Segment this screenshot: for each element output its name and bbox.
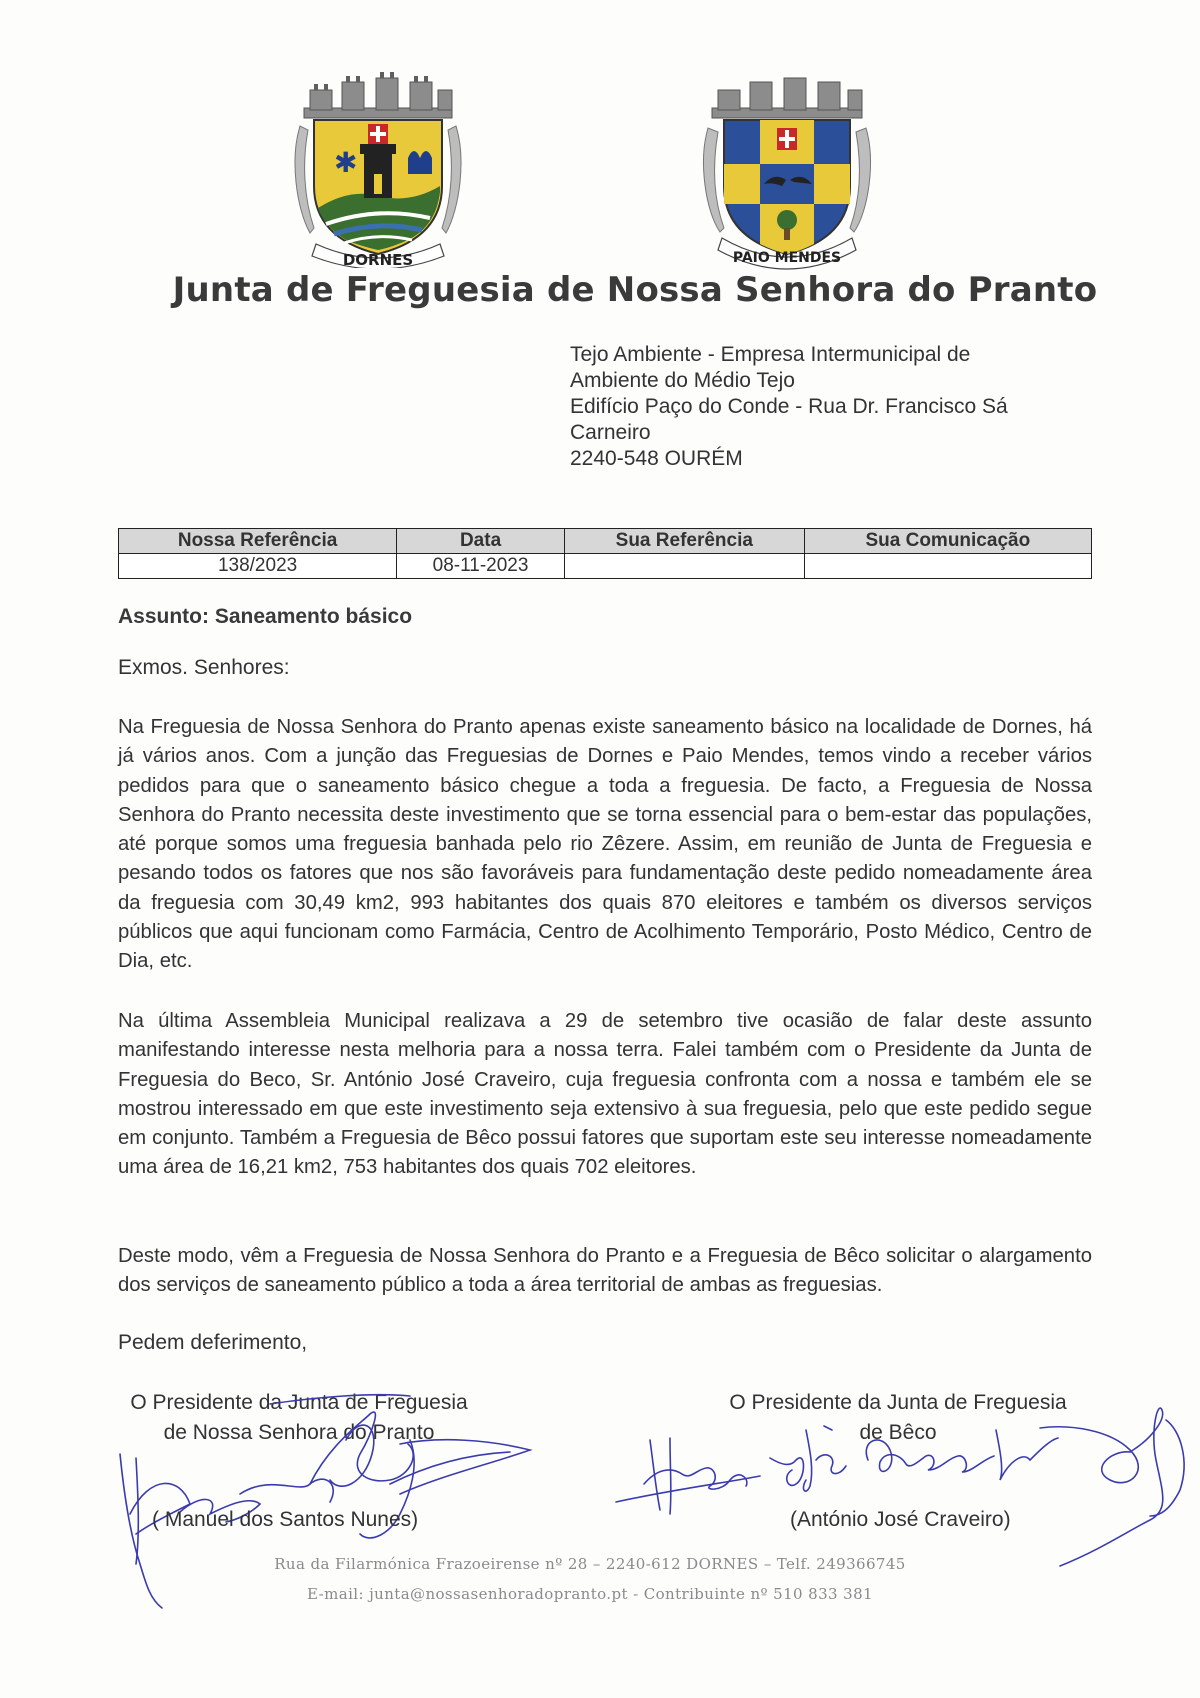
right-signatory-line2: de Bêco: [859, 1421, 937, 1444]
paio-mendes-coat-of-arms-icon: [698, 72, 876, 272]
left-handwritten-signature: [110, 1384, 580, 1610]
subject-line: Assunto: Saneamento básico: [118, 605, 413, 628]
right-signatory-line1: O Presidente da Junta de Freguesia: [729, 1391, 1067, 1414]
greeting: Exmos. Senhores:: [118, 656, 290, 679]
left-signatory-line1: O Presidente da Junta de Freguesia: [130, 1391, 468, 1414]
reference-value-row: [119, 554, 1092, 579]
footer-address: Rua da Filarmónica Frazoeirense nº 28 – 2240-612 DORNES – Telf. 249366745: [274, 1555, 906, 1573]
recipient-line: 2240-548 OURÉM: [570, 447, 743, 470]
reference-header-row: [119, 529, 1092, 554]
body-paragraph: Deste modo, vêm a Freguesia de Nossa Senhora do Pranto e a Freguesia de Bêco solicitar o alargamento dos serviços de saneamento público a toda a área territorial de ambas as freguesias.: [118, 1245, 1092, 1297]
value-data: 08-11-2023: [397, 554, 565, 579]
body-paragraph: Na Freguesia de Nossa Senhora do Pranto apenas existe saneamento básico na localidade de Dornes, há já vários anos. Com a junção das Freguesias de Dornes e Paio Mendes, temos vindo a receber vários pedidos para que o saneamento básico chegue a toda a freguesia. De facto, a Freguesia de Nossa Senhora do Pranto necessita deste investimento que se torna essencial para o bem-estar das populações, até porque somos uma freguesia banhada pelo rio Zêzere. Assim, em reunião de Junta de Freguesia e pesando todos os fatores que nos são favoráveis para fundamentação deste pedido nomeadamente área da freguesia com 30,49 km2, 993 habitantes dos quais 870 eleitores e também os diversos serviços públicos que aqui funcionam como Farmácia, Centro de Acolhimento Temporário, Posto Médico, Centro de Dia, etc.: [118, 716, 1092, 973]
recipient-line: Tejo Ambiente - Empresa Intermunicipal de: [570, 343, 971, 366]
value-sua-referencia: [564, 554, 804, 579]
footer-contact: E-mail: junta@nossasenhoradopranto.pt - Contribuinte nº 510 833 381: [307, 1585, 873, 1603]
header-nossa-referencia: Nossa Referência: [119, 529, 397, 554]
dornes-crest-label: DORNES: [342, 251, 414, 268]
dornes-coat-of-arms-icon: [290, 68, 466, 268]
reference-table: [118, 528, 1092, 579]
recipient-address: [570, 342, 1090, 472]
svg-text:✱: ✱: [334, 146, 358, 179]
recipient-line: Ambiente do Médio Tejo: [570, 369, 795, 392]
paio-mendes-crest-label: PAIO MENDES: [732, 250, 842, 266]
right-signatory-name: (António José Craveiro): [790, 1508, 1011, 1531]
left-signatory-name: ( Manuel dos Santos Nunes): [152, 1508, 419, 1531]
value-sua-comunicacao: [804, 554, 1091, 579]
header-data: Data: [397, 529, 565, 554]
header-sua-comunicacao: Sua Comunicação: [804, 529, 1091, 554]
closing-line: Pedem deferimento,: [118, 1331, 308, 1354]
page-title: Junta de Freguesia de Nossa Senhora do Pranto: [172, 270, 1098, 310]
left-signatory-line2: de Nossa Senhora do Pranto: [163, 1421, 435, 1444]
value-nossa-referencia: 138/2023: [119, 554, 397, 579]
header-sua-referencia: Sua Referência: [564, 529, 804, 554]
right-handwritten-signature: [610, 1400, 1200, 1570]
recipient-line: Carneiro: [570, 421, 651, 444]
body-paragraph: Na última Assembleia Municipal realizava a 29 de setembro tive ocasião de falar deste assunto manifestando interesse nesta melhoria para a nossa terra. Falei também com o Presidente da Junta de Freguesia do Beco, Sr. António José Craveiro, cuja freguesia confronta com a nossa e também ele se mostrou interessado em que este investimento seja extensivo à sua freguesia, pelo que este pedido segue em conjunto. Também a Freguesia de Bêco possui fatores que suportam este seu interesse nomeadamente uma área de 16,21 km2, 753 habitantes dos quais 702 eleitores.: [118, 1010, 1092, 1179]
recipient-line: Edifício Paço do Conde - Rua Dr. Francisco Sá: [570, 395, 1008, 418]
